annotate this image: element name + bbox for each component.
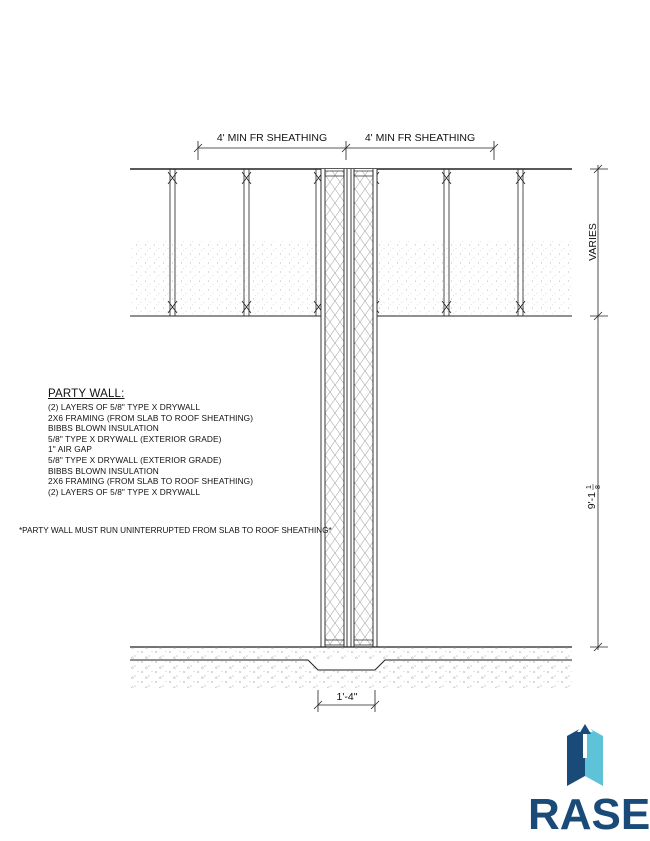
sheathing-right-label: 4' MIN FR SHEATHING <box>364 132 476 144</box>
slab-footing <box>130 647 572 688</box>
height-dimension-label <box>586 484 602 509</box>
note-item: 5/8" TYPE X DRYWALL (EXTERIOR GRADE) <box>48 454 222 465</box>
note-item: BIBBS BLOWN INSULATION <box>48 423 159 434</box>
note-item: 5/8" TYPE X DRYWALL (EXTERIOR GRADE) <box>48 433 222 444</box>
rase-logo-text: RASE <box>528 790 650 839</box>
notes-title: PARTY WALL: <box>48 388 125 400</box>
sheathing-left-label: 4' MIN FR SHEATHING <box>216 132 328 144</box>
height-fraction-numerator: 1 <box>586 485 593 489</box>
note-item: 2X6 FRAMING (FROM SLAB TO ROOF SHEATHING) <box>48 476 254 487</box>
note-item: 2X6 FRAMING (FROM SLAB TO ROOF SHEATHING) <box>48 412 254 423</box>
footing-width-label: 1'-4" <box>336 691 358 703</box>
note-item: (2) LAYERS OF 5/8" TYPE X DRYWALL <box>48 486 201 497</box>
height-label: 9'-1 <box>586 492 598 510</box>
note-item: BIBBS BLOWN INSULATION <box>48 465 159 476</box>
party-wall-footnote: *PARTY WALL MUST RUN UNINTERRUPTED FROM SLAB TO ROOF SHEATHING* <box>19 526 332 535</box>
height-fraction-denominator: 8 <box>595 485 602 489</box>
note-item: 1" AIR GAP <box>48 444 93 455</box>
party-wall <box>321 169 377 647</box>
varies-label: VARIES <box>587 223 599 261</box>
note-item: (2) LAYERS OF 5/8" TYPE X DRYWALL <box>48 402 201 412</box>
party-wall-notes <box>48 388 253 497</box>
